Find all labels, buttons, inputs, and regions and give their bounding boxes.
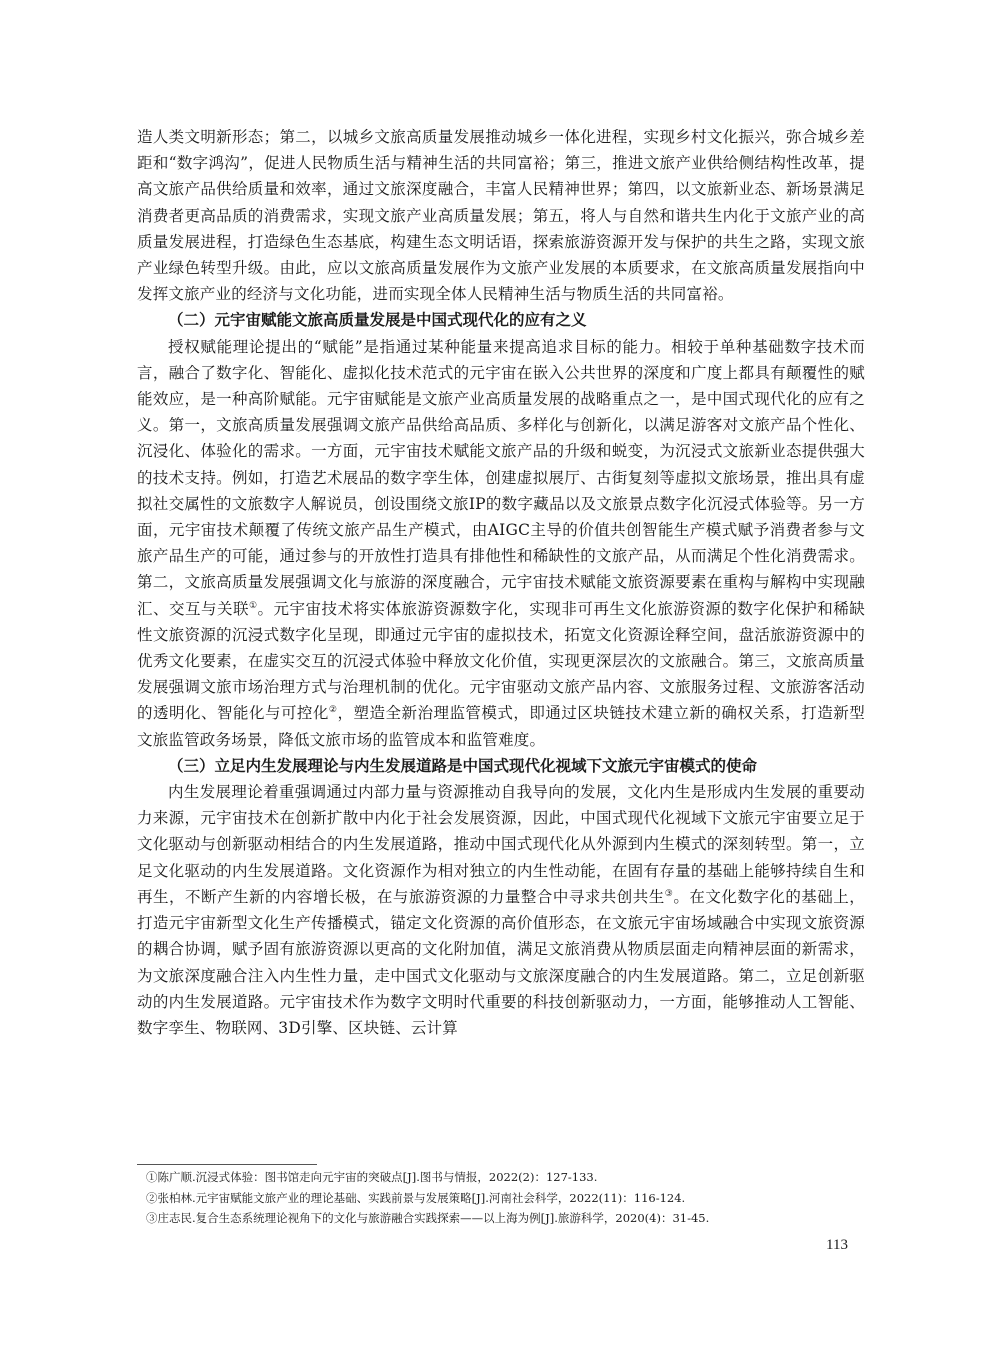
paragraph-empowerment — [137, 334, 865, 753]
page-number: 113 — [826, 1237, 848, 1253]
section-heading-3: （三）立足内生发展理论与内生发展道路是中国式现代化视域下文旅元宇宙模式的使命 — [168, 756, 758, 775]
footnote-3: ③庄志民.复合生态系统理论视角下的文化与旅游融合实践探索——以上海为例[J].旅游科学，2020(4)：31-45. — [146, 1211, 710, 1225]
paragraph-text: 内生发展理论着重强调通过内部力量与资源推动自我导向的发展，文化内生是形成内生发展的重要动力来源，元宇宙技术在创新扩散中内化于社会发展资源，因此，中国式现代化视域下文旅元宇宙要立足于文化驱动与创新驱动相结合的内生发展道路，推动中国式现代化从外源到内生模式的深刻转型。第一，立足文化驱动的内生发展道路。文化资源作为相对独立的内生性动能，在固有存量的基础上能够持续自生和再生，不断产生新的内容增长极，在与旅游资源的力量整合中寻求共创共生 — [137, 783, 865, 906]
paragraph-text: 。在文化数字化的基础上，打造元宇宙新型文化生产传播模式，锚定文化资源的高价值形态，在文旅元宇宙场域融合中实现文旅资源的耦合协调，赋予固有旅游资源以更高的文化附加值，满足文旅消费从物质层面走向精神层面的新需求，为文旅深度融合注入内生性力量，走中国式文化驱动与文旅深度融合的内生发展道路。第二，立足创新驱动的内生发展道路。元宇宙技术作为数字文明时代重要的科技创新驱动力，一方面，能够推动人工智能、数字孪生、物联网、3D引擎、区块链、云计算 — [137, 887, 865, 1037]
paragraph-text: ，塑造全新治理监管模式，即通过区块链技术建立新的确权关系，打造新型文旅监管政务场景，降低文旅市场的监管成本和监管难度。 — [137, 704, 865, 749]
paragraph-continued: 造人类文明新形态；第二，以城乡文旅高质量发展推动城乡一体化进程，实现乡村文化振兴，弥合城乡差距和“数字鸿沟”，促进人民物质生活与精神生活的共同富裕；第三，推进文旅产业供给侧结构性改革，提高文旅产品供给质量和效率，通过文旅深度融合，丰富人民精神世界；第四，以文旅新业态、新场景满足消费者更高品质的消费需求，实现文旅产业高质量发展；第五，将人与自然和谐共生内化于文旅产业的高质量发展进程，打造绿色生态基底，构建生态文明话语，探索旅游资源开发与保护的共生之路，实现文旅产业绿色转型升级。由此，应以文旅高质量发展作为文旅产业发展的本质要求，在文旅高质量发展指向中发挥文旅产业的经济与文化功能，进而实现全体人民精神生活与物质生活的共同富裕。 — [137, 128, 865, 304]
footnote-1: ①陈广顺.沉浸式体验：图书馆走向元宇宙的突破点[J].图书与情报，2022(2)：127-133. — [146, 1170, 598, 1184]
paragraph-text: 授权赋能理论提出的“赋能”是指通过某种能量来提高追求目标的能力。相较于单种基础数字技术而言，融合了数字化、智能化、虚拟化技术范式的元宇宙在嵌入公共世界的深度和广度上都具有颠覆性的赋能效应，是一种高阶赋能。元宇宙赋能是文旅产业高质量发展的战略重点之一，是中国式现代化的应有之义。第一，文旅高质量发展强调文旅产品供给高品质、多样化与创新化，以满足游客对文旅产品个性化、沉浸化、体验化的需求。一方面，元宇宙技术赋能文旅产品的升级和蜕变，为沉浸式文旅新业态提供强大的技术支持。例如，打造艺术展品的数字孪生体，创建虚拟展厅、古街复刻等虚拟文旅场景，推出具有虚拟社交属性的文旅数字人解说员，创设围绕文旅IP的数字藏品以及文旅景点数字化沉浸式体验等。另一方面，元宇宙技术颠覆了传统文旅产品生产模式，由AIGC主导的价值共创智能生产模式赋予消费者参与文旅产品生产的可能，通过参与的开放性打造具有排他性和稀缺性的文旅产品，从而满足个性化消费需求。第二，文旅高质量发展强调文化与旅游的深度融合，元宇宙技术赋能文旅资源要素在重构与解构中实现融汇、交互与关联 — [137, 337, 865, 618]
paragraph-endogenous — [137, 779, 865, 1041]
footnote-divider — [137, 1164, 317, 1165]
article-body — [137, 124, 865, 1041]
footnote-ref-2[interactable]: ② — [328, 705, 338, 716]
paragraph-text: 。元宇宙技术将实体旅游资源数字化，实现非可再生文化旅游资源的数字化保护和稀缺性文旅资源的沉浸式数字化呈现，即通过元宇宙的虚拟技术，拓宽文化资源诠释空间，盘活旅游资源中的优秀文化要素，在虚实交互的沉浸式体验中释放文化价值，实现更深层次的文旅融合。第三，文旅高质量发展强调文旅市场治理方式与治理机制的优化。元宇宙驱动文旅产品内容、文旅服务过程、文旅游客活动的透明化、智能化与可控化 — [137, 599, 865, 723]
footnote-ref-1[interactable]: ① — [248, 600, 258, 611]
footnotes — [146, 1167, 866, 1229]
footnote-ref-3[interactable]: ③ — [664, 888, 674, 899]
footnote-2: ②张柏林.元宇宙赋能文旅产业的理论基础、实践前景与发展策略[J].河南社会科学，2022(11)：116-124. — [146, 1190, 686, 1205]
section-heading-2: （二）元宇宙赋能文旅高质量发展是中国式现代化的应有之义 — [168, 311, 587, 330]
